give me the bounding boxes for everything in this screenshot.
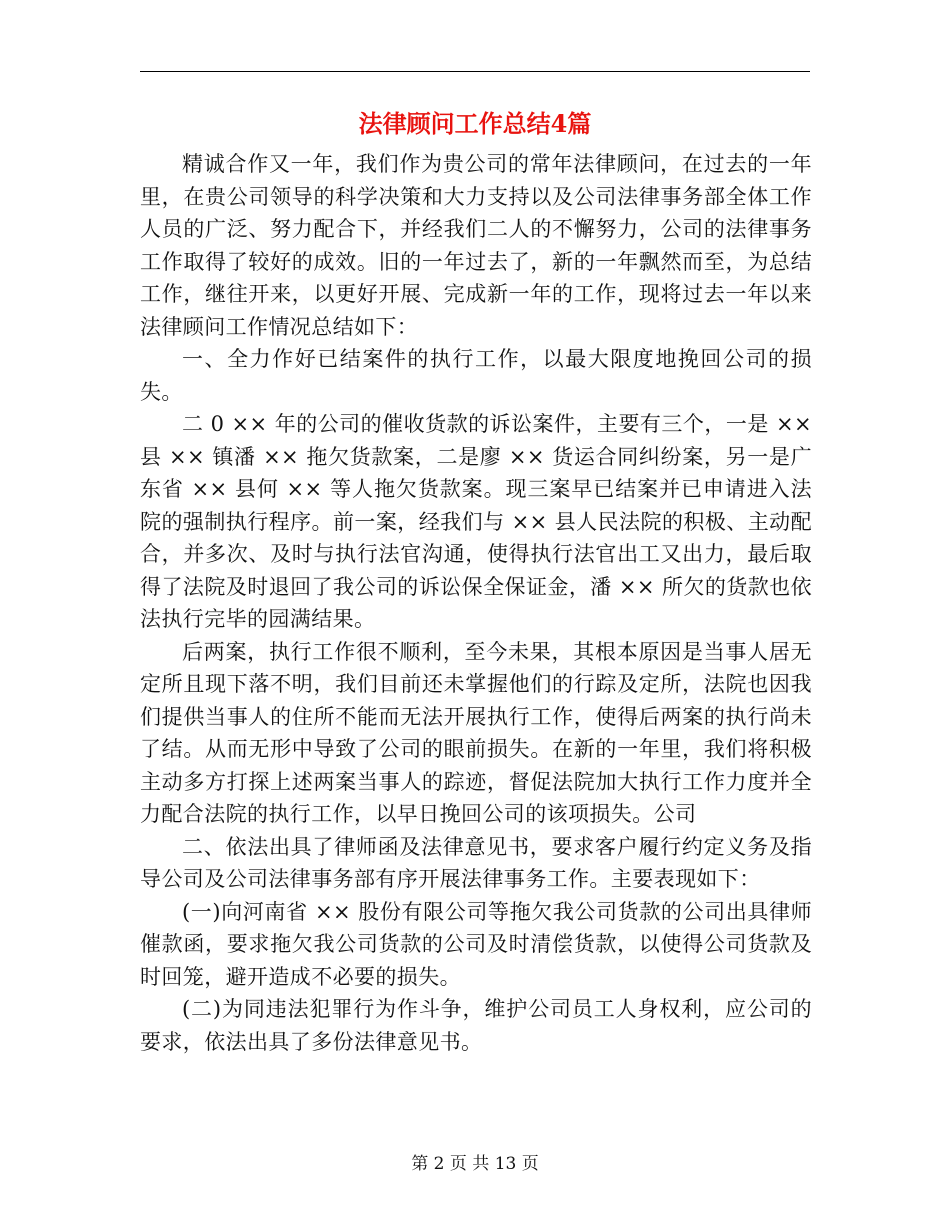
paragraph-item-two: (二)为同违法犯罪行为作斗争，维护公司员工人身权利，应公司的要求，依法出具了多份法律意见书。	[140, 997, 812, 1054]
paragraph-intro: 精诚合作又一年，我们作为贵公司的常年法律顾问，在过去的一年里，在贵公司领导的科学决策和大力支持以及公司法律事务部全体工作人员的广泛、努力配合下，并经我们二人的不懈努力，公司的法律事务工作取得了较好的成效。旧的一年过去了，新的一年飘然而至，为总结工作，继往开来，以更好开展、完成新一年的工作，现将过去一年以来法律顾问工作情况总结如下：	[140, 152, 812, 339]
document-title: 法律顾问工作总结4篇	[358, 109, 592, 138]
paragraph-remaining-cases: 后两案，执行工作很不顺利，至今未果，其根本原因是当事人居无定所且现下落不明，我们目前还未掌握他们的行踪及定所，法院也因我们提供当事人的住所不能而无法开展执行工作，使得后两案的执行尚未了结。从而无形中导致了公司的眼前损失。在新的一年里，我们将积极主动多方打探上述两案当事人的踪迹，督促法院加大执行工作力度并全力配合法院的执行工作，以早日挽回公司的该项损失。公司	[140, 639, 812, 826]
document-body	[140, 148, 812, 1058]
page-number: 第 2 页 共 13 页	[411, 1154, 539, 1174]
header-rule	[140, 71, 810, 72]
paragraph-item-one: (一)向河南省 ×× 股份有限公司等拖欠我公司货款的公司出具律师催款函，要求拖欠我公司货款的公司及时清偿货款，以使得公司货款及时回笼，避开造成不必要的损失。	[140, 899, 812, 989]
paragraph-section-one-heading: 一、全力作好已结案件的执行工作，以最大限度地挽回公司的损失。	[140, 347, 812, 404]
paragraph-section-two-heading: 二、依法出具了律师函及法律意见书，要求客户履行约定义务及指导公司及公司法律事务部有序开展法律事务工作。主要表现如下：	[140, 834, 812, 891]
paragraph-lawsuit-cases: 二 0 ×× 年的公司的催收货款的诉讼案件，主要有三个，一是 ×× 县 ×× 镇潘 ×× 拖欠货款案，二是廖 ×× 货运合同纠纷案，另一是广东省 ×× 县何 ×× 等人拖欠货款案。现三案早已结案并已申请进入法院的强制执行程序。前一案，经我们与 ×× 县人民法院的积极、主动配合，并多次、及时与执行法官沟通，使得执行法官出工又出力，最后取得了法院及时退回了我公司的诉讼保全保证金，潘 ×× 所欠的货款也依法执行完毕的园满结果。	[140, 412, 812, 631]
